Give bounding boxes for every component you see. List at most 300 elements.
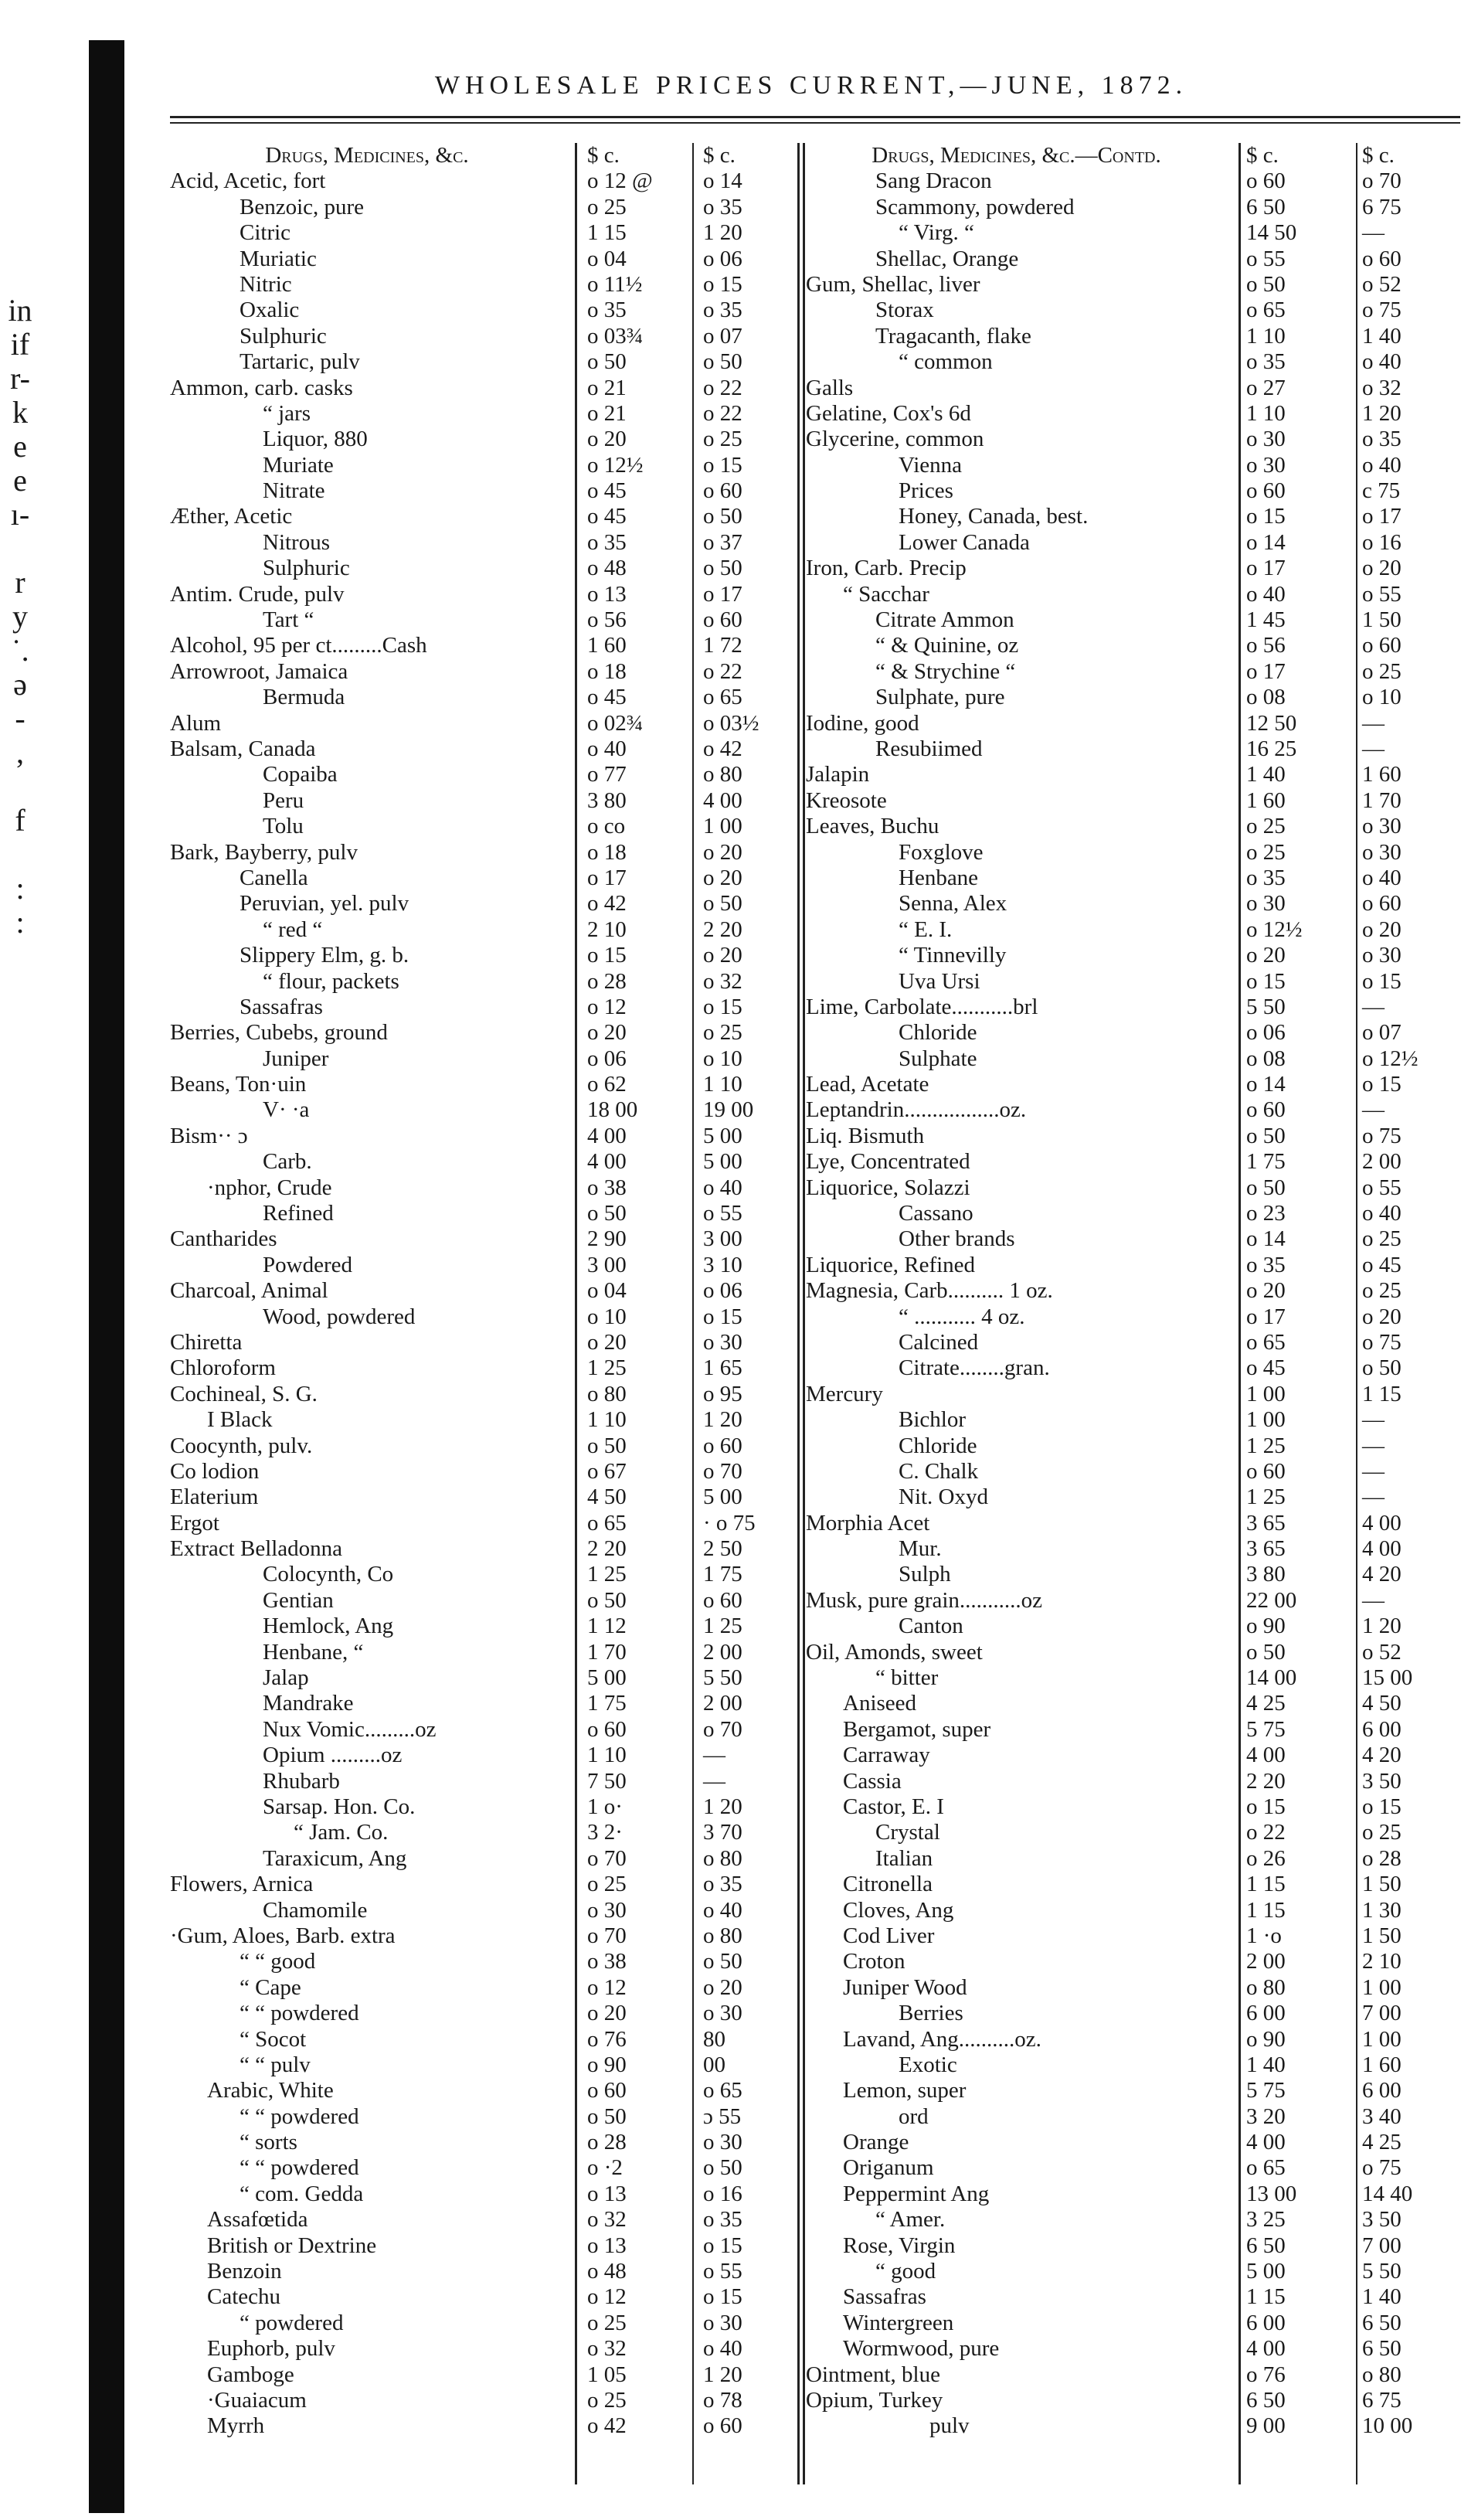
item-name: Lavand, Ang..........oz. [843,2026,1041,2052]
price-row [170,1407,800,1433]
price-row [806,1794,1460,1820]
price-row [806,2284,1460,2310]
price-low: o 50 [587,1587,627,1613]
price-high: o 22 [703,658,742,684]
price-row [806,1820,1460,1845]
price-low: o 50 [587,2103,627,2129]
item-name: Sulphuric [263,556,350,581]
price-row [806,762,1460,787]
price-row [806,1614,1460,1639]
right-heading: Drugs, Medicines, &c.—Contd. [872,143,1161,168]
price-row [806,1149,1460,1175]
price-high: 5 50 [703,1665,742,1691]
item-name: “ Amer. [875,2207,946,2233]
price-low: 4 00 [587,1123,627,1148]
price-high: 1 40 [1362,323,1402,349]
item-name: pulv [929,2413,970,2439]
item-name: “ Sacchar [843,581,929,607]
price-low: o 30 [1246,427,1286,452]
price-row [170,1149,800,1175]
right-column-header [806,143,1460,168]
price-low: o 50 [1246,271,1286,297]
margin-fragment: ˙. [11,633,29,668]
item-name: Leaves, Buchu [806,814,939,839]
price-high: o 65 [703,685,742,710]
price-high: o 50 [703,556,742,581]
price-low: 6 50 [1246,2233,1286,2258]
price-row [170,1484,800,1510]
price-high: o 55 [1362,1175,1402,1200]
price-high: 4 00 [703,787,742,813]
price-high: o 60 [1362,633,1402,658]
price-row [170,1691,800,1716]
margin-fragment: r [15,565,25,600]
item-name: Prices [899,478,953,504]
price-low: 2 00 [1246,1949,1286,1974]
item-name: Extract Belladonna [170,1536,343,1562]
price-high: o 50 [703,349,742,375]
price-low: o 65 [587,1510,627,1535]
price-high: o 80 [703,1923,742,1948]
item-name: Nit. Oxyd [899,1484,988,1510]
price-low: o 12 @ [587,168,653,194]
item-name: Iodine, good [806,710,919,736]
price-row [806,840,1460,866]
item-name: “ “ powdered [240,2103,359,2129]
price-high: o 60 [703,1587,742,1613]
price-high: 2 10 [1362,1949,1402,1974]
item-name: Scammony, powdered [875,194,1075,219]
price-high: o 16 [703,2181,742,2206]
price-row [806,1407,1460,1433]
item-name: Bermuda [263,685,345,710]
item-name: “ Socot [240,2026,307,2052]
item-name: “ red “ [263,917,323,942]
price-row [806,607,1460,633]
item-name: Ointment, blue [806,2362,940,2387]
price-row [806,1459,1460,1484]
price-row [170,247,800,272]
price-low: 4 00 [1246,1743,1286,1768]
price-row [806,1330,1460,1355]
price-row [170,2078,800,2103]
price-high: o 75 [1362,2155,1402,2181]
price-row [806,633,1460,658]
price-high: o 15 [703,2284,742,2310]
price-high: o 50 [703,1949,742,1974]
price-high: o 80 [703,1845,742,1871]
price-low: o 35 [1246,1252,1286,1277]
price-row [806,453,1460,478]
price-low: o 15 [1246,968,1286,994]
price-low: o 28 [587,2130,627,2155]
price-row [170,866,800,891]
item-name: Castor, E. I [843,1794,944,1819]
item-name: Henbane, “ [263,1639,364,1665]
price-high: 6 00 [1362,2078,1402,2103]
item-name: Gum, Shellac, liver [806,271,980,297]
price-high: o 25 [703,1020,742,1046]
price-high: o 40 [1362,1201,1402,1226]
price-row [806,1949,1460,1974]
price-low: 3 80 [1246,1562,1286,1587]
item-name: Bergamot, super [843,1716,991,1742]
price-low: 1 10 [587,1407,627,1433]
item-name: Sassafras [240,994,323,1019]
price-row [806,711,1460,736]
item-name: “ sorts [240,2130,297,2155]
price-low: o 60 [1246,1458,1286,1484]
price-high: o 16 [1362,529,1402,555]
price-low: o 40 [587,736,627,761]
item-name: Galls [806,375,854,400]
price-row [170,272,800,298]
price-low: o 50 [1246,1175,1286,1200]
item-name: Wood, powdered [263,1304,416,1329]
price-row [170,1536,800,1562]
price-high: o 30 [1362,943,1402,968]
price-low: o 28 [587,968,627,994]
price-low: 3 2· [587,1820,623,1845]
price-high: 1 40 [1362,2284,1402,2310]
price-row [806,685,1460,710]
price-high: o 60 [1362,891,1402,917]
margin-fragment: if [10,327,30,362]
item-name: Chiretta [170,1329,243,1355]
price-row [170,2052,800,2078]
price-low: o 25 [587,2310,627,2335]
price-low: o 60 [1246,1097,1286,1123]
item-name: Ergot [170,1510,219,1535]
item-name: Rhubarb [263,1768,340,1794]
left-price-column [170,143,800,2440]
item-name: Canella [240,865,308,890]
item-name: Beans, Ton·uin [170,1072,307,1097]
item-name: Nux Vomic.........oz [263,1716,437,1742]
price-high: o 35 [703,2207,742,2233]
item-name: Acid, Acetic, fort [170,168,326,194]
price-low: o 50 [587,1433,627,1458]
margin-fragment [5,838,36,872]
price-low: o 76 [587,2026,627,2052]
price-row [170,427,800,452]
price-low: 5 50 [1246,994,1286,1019]
price-low: o 26 [1246,1845,1286,1871]
margin-fragment [5,770,36,804]
item-name: Alcohol, 95 per ct.........Cash [170,633,427,658]
price-low: 9 00 [1246,2413,1286,2439]
item-name: Lead, Acetate [806,1072,929,1097]
price-row [170,1330,800,1355]
price-low: o 17 [1246,556,1286,581]
price-low: o 03¾ [587,323,644,349]
price-high: — [703,1743,725,1768]
price-high: 3 70 [703,1820,742,1845]
item-name: Benzoic, pure [240,194,365,219]
item-name: British or Dextrine [207,2233,377,2258]
price-row [170,1175,800,1201]
item-name: Sassafras [843,2284,926,2310]
item-name: Citrate........gran. [899,1355,1050,1381]
item-name: Canton [899,1614,963,1639]
price-high: o 35 [1362,427,1402,452]
right-currency-high: $ c. [1362,143,1395,168]
price-row [806,1846,1460,1872]
margin-fragment: ə [13,667,27,702]
price-low: o 25 [1246,839,1286,865]
item-name: Orange [843,2130,909,2155]
price-low: o 04 [587,246,627,271]
price-low: o 90 [1246,2026,1286,2052]
item-name: Nitric [240,271,292,297]
price-high: — [703,1768,725,1794]
item-name: Cassia [843,1768,902,1794]
price-row [170,1226,800,1252]
price-high: o 50 [703,2155,742,2181]
price-low: 4 00 [1246,2130,1286,2155]
price-high: 1 30 [1362,1897,1402,1923]
price-low: o 10 [587,1304,627,1329]
item-name: “ bitter [875,1665,939,1691]
price-high: o 35 [703,194,742,219]
price-high: o 07 [1362,1020,1402,1046]
item-name: Chloride [899,1433,977,1458]
item-name: Citronella [843,1872,933,1897]
margin-fragment: - [15,701,25,736]
item-name: Gamboge [207,2362,294,2387]
price-high: — [1362,1433,1385,1458]
price-high: 1 50 [1362,607,1402,633]
price-low: o 17 [1246,658,1286,684]
price-row [170,2336,800,2362]
price-row [806,943,1460,968]
price-low: o 25 [1246,814,1286,839]
price-row [170,2233,800,2259]
price-row [806,917,1460,943]
price-low: o 70 [587,1923,627,1948]
price-row [170,453,800,478]
price-low: 4 25 [1246,1691,1286,1716]
item-name: Arrowroot, Jamaica [170,658,348,684]
price-row [170,2155,800,2181]
price-low: o 42 [587,2413,627,2439]
item-name: Shellac, Orange [875,246,1019,271]
margin-fragment: e [13,429,27,464]
price-row [806,247,1460,272]
price-high: 1 00 [1362,1974,1402,2000]
price-high: 10 00 [1362,2413,1413,2439]
margin-fragment: k [12,395,28,430]
price-row [170,969,800,995]
price-row [806,1536,1460,1562]
item-name: Elaterium [170,1484,259,1510]
item-name: “ Virg. “ [899,220,974,246]
price-row [806,1640,1460,1665]
price-row [170,1614,800,1639]
price-low: 1 70 [587,1639,627,1665]
price-row [170,1304,800,1330]
price-low: o 45 [587,685,627,710]
price-row [806,1975,1460,2001]
price-row [806,272,1460,298]
price-high: 6 75 [1362,194,1402,219]
price-row [170,2104,800,2130]
price-high: 4 00 [1362,1510,1402,1535]
price-high: o 15 [703,452,742,478]
price-high: o 07 [703,323,742,349]
price-row [170,2207,800,2233]
price-low: 5 75 [1246,1716,1286,1742]
item-name: Liquor, 880 [263,427,368,452]
price-low: o 65 [1246,1329,1286,1355]
price-row [806,995,1460,1020]
price-high: o 30 [703,2130,742,2155]
price-high: — [1362,994,1385,1019]
price-low: o 12 [587,2284,627,2310]
price-low: o 13 [587,2181,627,2206]
price-high: o 40 [703,1175,742,1200]
price-row [170,891,800,917]
price-row [806,2259,1460,2284]
item-name: “ “ pulv [240,2052,311,2077]
price-low: 22 00 [1246,1587,1297,1613]
price-low: o 80 [1246,1974,1286,2000]
price-row [806,1201,1460,1226]
price-row [170,1382,800,1407]
price-row [170,607,800,633]
price-row [170,401,800,427]
price-row [170,504,800,529]
price-row [170,736,800,762]
price-low: o 23 [1246,1201,1286,1226]
price-high: o 37 [703,529,742,555]
price-low: 1 15 [587,220,627,246]
price-low: 6 00 [1246,2310,1286,2335]
price-low: o 45 [1246,1355,1286,1381]
item-name: ord [899,2103,929,2129]
price-low: 1 00 [1246,1381,1286,1406]
item-name: Honey, Canada, best. [899,504,1089,529]
price-row [170,1743,800,1768]
price-row [806,220,1460,246]
price-row [806,2078,1460,2103]
item-name: Coocynth, pulv. [170,1433,313,1458]
item-name: Nitrate [263,478,325,504]
price-row [806,1226,1460,1252]
item-name: Carb. [263,1149,312,1175]
item-name: Morphia Acet [806,1510,930,1535]
price-row [170,659,800,685]
price-low: 2 20 [1246,1768,1286,1794]
price-low: o 15 [1246,504,1286,529]
price-high: 7 00 [1362,2233,1402,2258]
price-high: o 35 [703,1872,742,1897]
item-name: Liquorice, Solazzi [806,1175,970,1200]
item-name: Cod Liver [843,1923,935,1948]
price-row [806,168,1460,194]
price-low: o 20 [1246,943,1286,968]
price-row [170,840,800,866]
price-low: o 25 [587,2387,627,2413]
price-high: — [1362,1458,1385,1484]
price-low: o 11½ [587,271,643,297]
item-name: Iron, Carb. Precip [806,556,967,581]
item-name: Arabic, White [207,2078,334,2103]
price-row [806,1020,1460,1046]
price-row [806,1562,1460,1587]
price-high: o 15 [703,994,742,1019]
price-row [806,1278,1460,1304]
price-high: o 15 [703,1304,742,1329]
price-high: 2 00 [1362,1149,1402,1175]
margin-fragment: r- [10,361,30,396]
price-high: 1 00 [1362,2026,1402,2052]
price-high: o 25 [1362,1226,1402,1252]
price-high: o 75 [1362,298,1402,323]
item-name: Bism·· ɔ [170,1123,248,1148]
price-high: o 60 [703,2413,742,2439]
price-row [170,943,800,968]
item-name: “ “ good [240,1949,316,1974]
item-name: “ ........... 4 oz. [899,1304,1025,1329]
price-row [170,1124,800,1149]
price-row [806,2207,1460,2233]
item-name: “ good [875,2259,936,2284]
price-row [170,1588,800,1614]
price-low: 1 60 [1246,787,1286,813]
price-low: 1 15 [1246,2284,1286,2310]
price-low: o 15 [1246,1794,1286,1819]
item-name: ·nphor, Crude [207,1175,332,1200]
price-row [170,349,800,375]
price-high: o 32 [703,968,742,994]
item-name: Glycerine, common [806,427,984,452]
item-name: Cloves, Ang [843,1897,954,1923]
price-low: o 35 [587,298,627,323]
item-name: Sarsap. Hon. Co. [263,1794,416,1819]
price-high: 6 50 [1362,2310,1402,2335]
price-low: o ·2 [587,2155,623,2181]
price-high: o 75 [1362,1329,1402,1355]
item-name: Chloride [899,1020,977,1046]
price-high: o 30 [703,1329,742,1355]
right-price-column [806,143,1460,2440]
item-name: Mercury [806,1381,883,1406]
price-row [170,1665,800,1691]
price-high: o 15 [703,271,742,297]
price-high: o 95 [703,1381,742,1406]
price-row [170,917,800,943]
price-low: o 20 [587,2001,627,2026]
price-high: 4 50 [1362,1691,1402,1716]
price-low: o 38 [587,1949,627,1974]
item-name: Vienna [899,452,963,478]
price-row [806,1665,1460,1691]
price-high: 00 [703,2052,725,2077]
price-row [170,762,800,787]
left-column-header [170,143,800,168]
item-name: Bichlor [899,1407,966,1433]
price-low: o 55 [1246,246,1286,271]
price-low: o 12 [587,994,627,1019]
price-low: o 20 [587,1020,627,1046]
price-high: o 40 [1362,349,1402,375]
price-row [806,2311,1460,2336]
price-low: 6 50 [1246,2387,1286,2413]
price-low: 2 20 [587,1536,627,1562]
price-low: o 30 [587,1897,627,1923]
item-name: Opium, Turkey [806,2387,943,2413]
